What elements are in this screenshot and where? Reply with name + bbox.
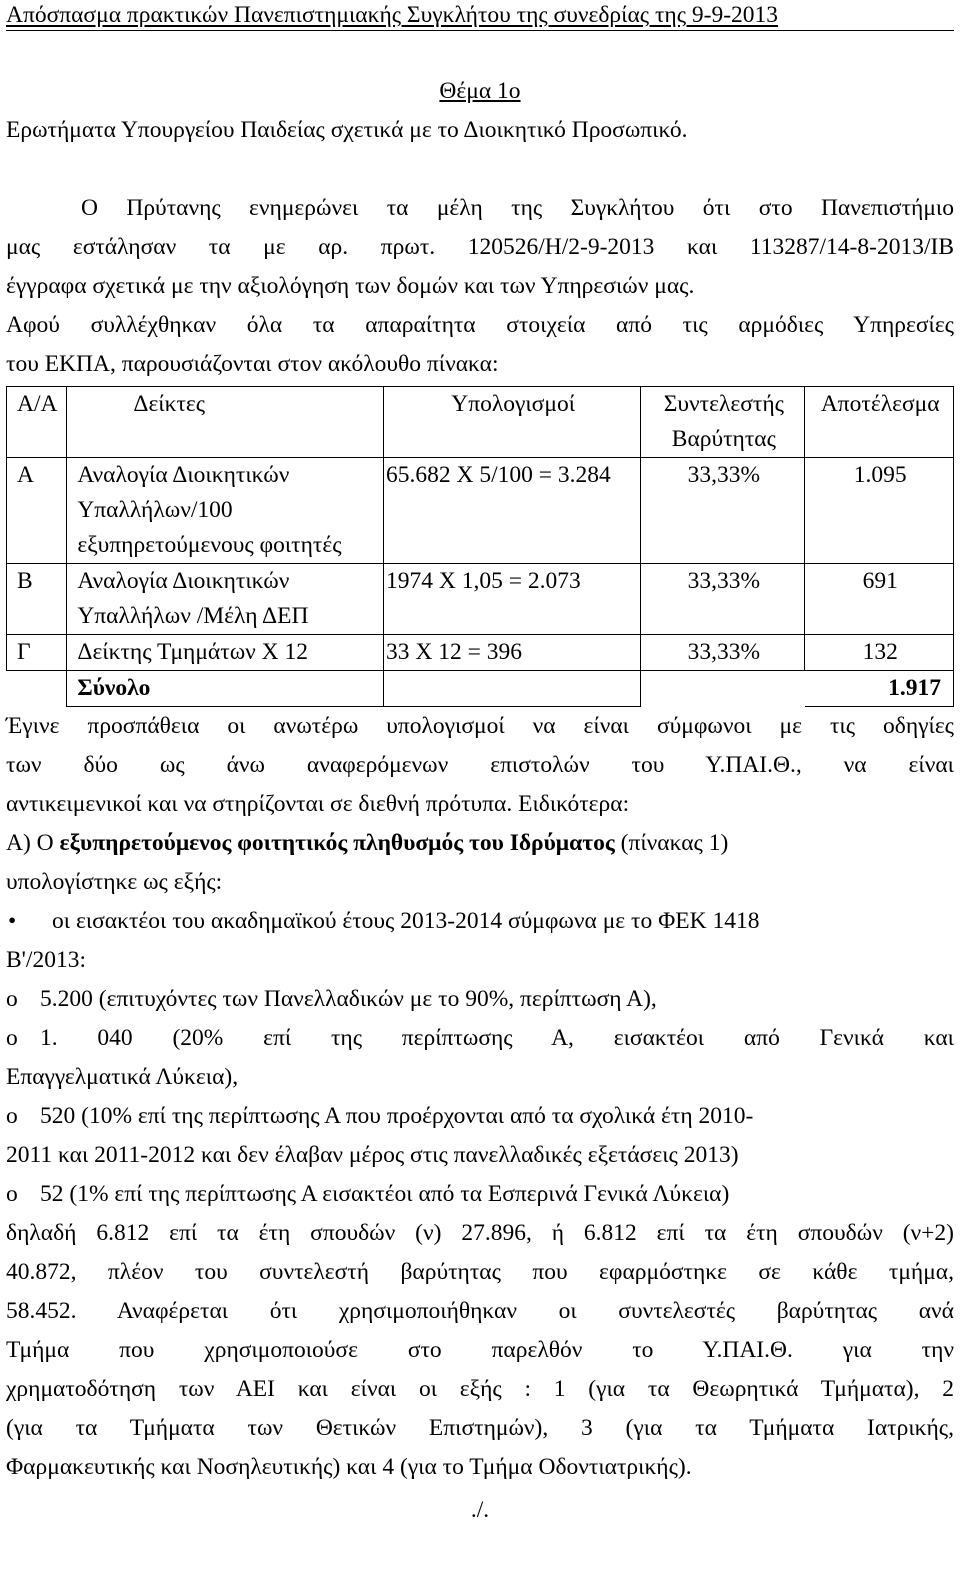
row-calc: 33 Χ 12 = 396 (383, 635, 640, 671)
topic-title (6, 72, 954, 111)
circle-bullet-icon: o (6, 1025, 18, 1051)
total-empty-cell (641, 671, 805, 707)
para2-line: Έγινε προσπάθεια οι ανωτέρω υπολογισμοί να είναι σύμφωνοι με τις οδηγίες (6, 713, 954, 739)
intro-line: έγγραφα σχετικά με την αξιολόγηση των δομών και των Υπηρεσιών μας. (6, 273, 695, 299)
row-id: Α (7, 458, 67, 564)
sub-item-text: 52 (1% επί της περίπτωσης Α εισακτέοι από τα Εσπερινά Γενικά Λύκεια) (40, 1181, 730, 1207)
total-value: 1.917 (805, 671, 954, 707)
table-total-row (7, 671, 954, 707)
row-weight: 33,33% (641, 564, 805, 635)
table-header-cell: Α/Α (7, 387, 67, 458)
row-calc: 65.682 Χ 5/100 = 3.284 (383, 458, 640, 564)
bullet-item (6, 902, 954, 941)
final-line: Φαρμακευτικής και Νοσηλευτικής) και 4 (για το Τμήμα Οδοντιατρικής). (6, 1454, 692, 1480)
table-row (7, 564, 954, 635)
table-row (7, 458, 954, 564)
sub-item (6, 1019, 954, 1058)
para3-suffix: (πίνακας 1) (614, 830, 729, 856)
sub-item-text: 5.200 (επιτυχόντες των Πανελλαδικών με το 90%, περίπτωση Α), (40, 986, 657, 1012)
table-header-cell: Συντελεστής Βαρύτητας (641, 387, 805, 458)
row-weight: 33,33% (641, 635, 805, 671)
row-weight: 33,33% (641, 458, 805, 564)
subject-line: Ερωτήματα Υπουργείου Παιδείας σχετικά με το Διοικητικό Προσωπικό. (6, 117, 688, 143)
total-empty-cell (7, 671, 67, 707)
sub-items-list (6, 980, 954, 1214)
bullet-icon: • (8, 908, 17, 934)
row-result: 691 (805, 564, 954, 635)
final-line: 58.452. Αναφέρεται ότι χρησιμοποιήθηκαν οι συντελεστές βαρύτητας ανά (6, 1298, 954, 1324)
para3-prefix: Α) Ο (6, 830, 60, 856)
table-header-cell: Αποτέλεσμα (805, 387, 954, 458)
circle-bullet-icon: o (6, 986, 18, 1012)
sub-item-text: 1. 040 (20% επί της περίπτωσης Α, εισακτέοι από Γενικά και (40, 1025, 954, 1051)
para2-line: αντικειμενικοί και να στηρίζονται σε διεθνή πρότυπα. Ειδικότερα: (6, 791, 630, 817)
sub-item (6, 980, 954, 1019)
intro-line: του ΕΚΠΑ, παρουσιάζονται στον ακόλουθο πίνακα: (6, 351, 499, 377)
bullet-line1: οι εισακτέοι του ακαδημαϊκού έτους 2013-2014 σύμφωνα με το ΦΕΚ 1418 (52, 908, 760, 934)
intro-line: Αφού συλλέχθηκαν όλα τα απαραίτητα στοιχεία από τις αρμόδιες Υπηρεσίες (6, 312, 954, 338)
para3-bold: εξυπηρετούμενος φοιτητικός πληθυσμός του Ιδρύματος (59, 830, 615, 856)
end-mark: ./. (470, 1497, 490, 1523)
row-result: 1.095 (805, 458, 954, 564)
final-line: δηλαδή 6.812 επί τα έτη σπουδών (ν) 27.896, ή 6.812 επί τα έτη σπουδών (ν+2) (6, 1220, 954, 1246)
sub-item-text: 520 (10% επί της περίπτωσης Α που προέρχονται από τα σχολικά έτη 2010- (40, 1103, 754, 1129)
row-calc: 1974 Χ 1,05 = 2.073 (383, 564, 640, 635)
indicators-table (6, 386, 954, 707)
row-id: Γ (7, 635, 67, 671)
row-id: Β (7, 564, 67, 635)
bullet-line2: Β'/2013: (6, 947, 86, 973)
paragraph-2 (6, 707, 954, 824)
para2-line: των δύο ως άνω αναφερόμενων επιστολών του Υ.ΠΑΙ.Θ., να είναι (6, 752, 954, 778)
table-header-row (7, 387, 954, 458)
row-result: 132 (805, 635, 954, 671)
row-indicator: Αναλογία Διοικητικών Υπαλλήλων /Μέλη ΔΕΠ (67, 564, 384, 635)
table-row (7, 635, 954, 671)
sub-item-cont: 2011 και 2011-2012 και δεν έλαβαν μέρος στις πανελλαδικές εξετάσεις 2013) (6, 1142, 739, 1168)
intro-line: Ο Πρύτανης ενημερώνει τα μέλη της Συγκλήτου ότι στο Πανεπιστήμιο (81, 195, 954, 221)
intro-line: μας εστάλησαν τα με αρ. πρωτ. 120526/Η/2-9-2013 και 113287/14-8-2013/ΙΒ (6, 234, 954, 260)
final-line: (για τα Τμήματα των Θετικών Επιστημών), 3 (για τα Τμήματα Ιατρικής, (6, 1415, 954, 1441)
para3-line2: υπολογίστηκε ως εξής: (6, 869, 223, 895)
sub-item (6, 1097, 954, 1136)
final-line: χρηματοδότηση των ΑΕΙ και είναι οι εξής : 1 (για τα Θεωρητικά Τμήματα), 2 (6, 1376, 954, 1402)
sub-item-cont: Επαγγελματικά Λύκεια), (6, 1064, 239, 1090)
document-page (6, 0, 954, 1530)
table-header-cell: Δείκτες (67, 387, 384, 458)
final-line: 40.872, πλέον του συντελεστή βαρύτητας που εφαρμόστηκε σε κάθε τμήμα, (6, 1259, 954, 1285)
row-indicator: Δείκτης Τμημάτων Χ 12 (67, 635, 384, 671)
final-line: Τμήμα που χρησιμοποιούσε στο παρελθόν το Υ.ΠΑΙ.Θ. για την (6, 1337, 954, 1363)
total-empty-cell (383, 671, 640, 707)
intro-paragraph (6, 189, 954, 384)
paragraph-3 (6, 824, 954, 902)
row-indicator: Αναλογία Διοικητικών Υπαλλήλων/100 εξυπηρετούμενους φοιτητές (67, 458, 384, 564)
table-header-cell: Υπολογισμοί (383, 387, 640, 458)
total-label: Σύνολο (67, 671, 384, 707)
document-header: Απόσπασμα πρακτικών Πανεπιστημιακής Συγκλήτου της συνεδρίας της 9-9-2013 (6, 0, 954, 31)
circle-bullet-icon: o (6, 1181, 18, 1207)
topic-title-text: Θέμα 1ο (439, 78, 521, 104)
final-paragraph (6, 1214, 954, 1487)
sub-item (6, 1175, 954, 1214)
circle-bullet-icon: o (6, 1103, 18, 1129)
para3-line (6, 824, 954, 863)
